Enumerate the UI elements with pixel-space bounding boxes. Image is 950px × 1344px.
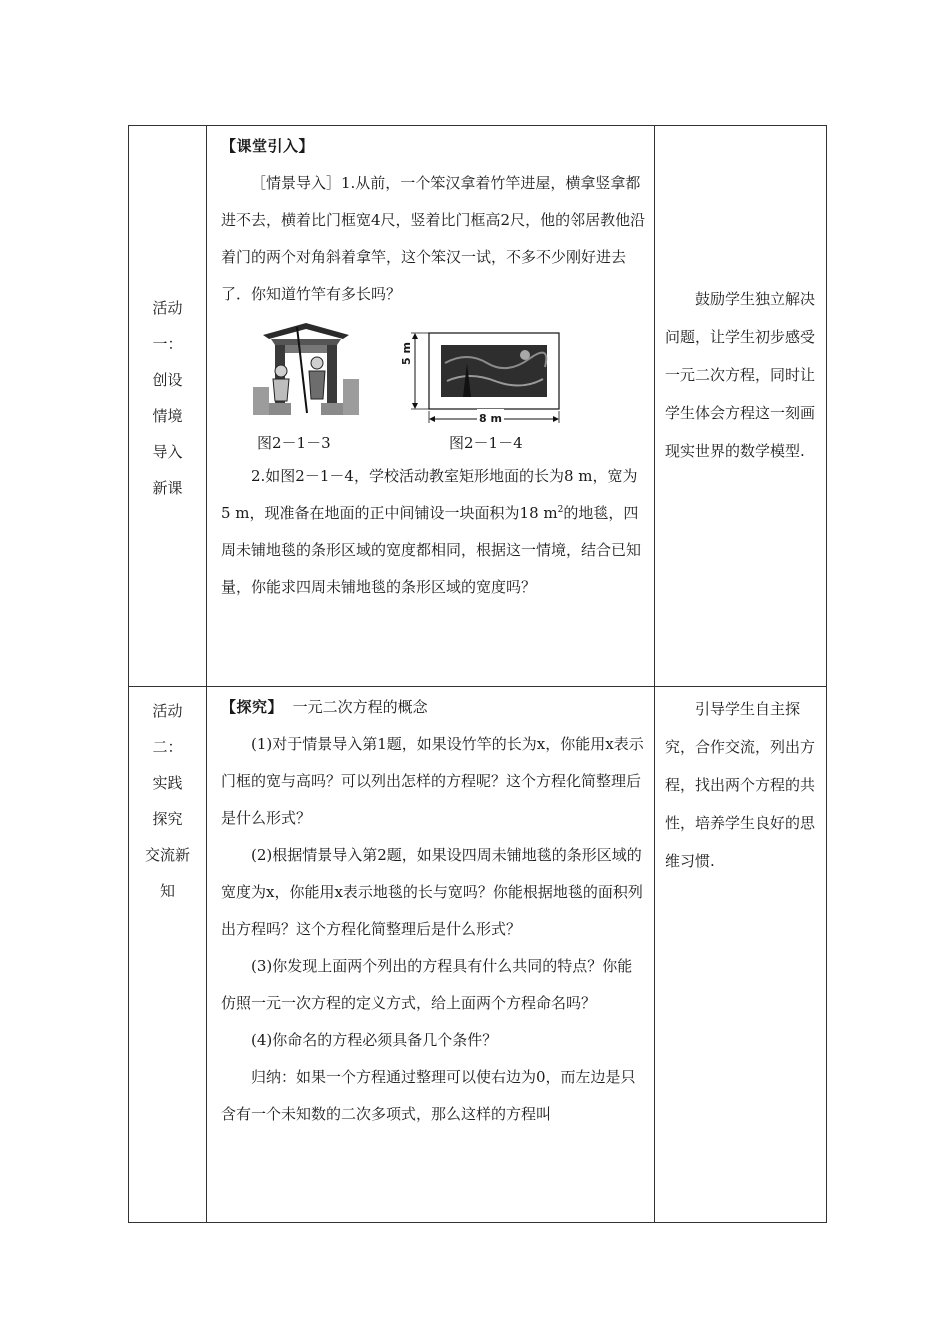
stage-line: 新课 [152,479,183,497]
scenario-paragraph-1: ［情景导入］1.从前，一个笨汉拿着竹竿进屋，横拿竖拿都进不去，横着比门框宽4尺，竖着比门框高2尺，他的邻居教他沿着门的两个对角斜着拿竿，这个笨汉一试，不多不少刚好进去了．你知道竹竿有多长吗？ [221,174,646,303]
scenario-paragraph-2-part-b: 的地毯，四周未铺地毯的条形区域的宽度都相同，根据这一情境，结合已知量，你能求四周未铺地毯的条形区域的宽度吗？ [221,504,642,596]
activity-2-note-cell [655,687,827,1223]
scenario-paragraph-2-part-a: 2.如图2－1－4，学校活动教室矩形地面的长为8 m，宽为5 m，现准备在地面的正中间铺设一块面积为18 m [221,467,638,522]
gate-pole-illustration [251,317,361,417]
activity-1-note-cell [655,126,827,687]
activity-1-row [129,126,827,687]
stage-line: 活动 [152,702,183,720]
activity-2-stage [129,687,206,909]
stage-line: 一： [152,335,183,353]
activity-2-stage-cell [129,687,207,1223]
stage-line: 导入 [152,443,183,461]
teaching-note: 引导学生自主探究，合作交流，列出方程，找出两个方程的共性，培养学生良好的思维习惯. [665,700,816,870]
stage-line: 创设 [152,371,183,389]
stage-line: 探究 [152,810,183,828]
activity-2-row [129,687,827,1223]
figure-caption-1: 图2－1－3 [257,434,331,452]
stage-line: 实践 [152,774,183,792]
stage-line: 活动 [152,299,183,317]
activity-1-content-cell [207,126,655,687]
section-title: 一元二次方程的概念 [292,698,428,716]
section-heading: 【探究】 [221,698,284,716]
stage-line: 交流新 [144,846,190,864]
scenario-paragraph-2 [221,458,646,606]
activity-2-content-cell [207,687,655,1223]
question-1: (1)对于情景导入第1题，如果设竹竿的长为x，你能用x表示门框的宽与高吗？可以列出怎样的方程呢？这个方程化简整理后是什么形式？ [221,735,644,827]
activity-1-stage [129,126,206,506]
section-heading: 【课堂引入】 [221,137,315,155]
stage-line: 情境 [152,407,183,425]
fig2-height-label: 5 m [400,342,413,365]
stage-line: 二： [152,738,183,756]
activity-1-stage-cell [129,126,207,687]
figures-area [221,313,646,458]
question-2: (2)根据情景导入第2题，如果设四周未铺地毯的条形区域的宽度为x，你能用x表示地毯的长与宽吗？你能根据地毯的面积列出方程吗？这个方程化简整理后是什么形式？ [221,846,643,938]
square-superscript: 2 [557,505,564,515]
question-4: (4)你命名的方程必须具备几个条件？ [251,1031,498,1049]
fig2-width-label: 8 m [477,409,504,429]
summary: 归纳：如果一个方程通过整理可以使右边为0，而左边是只含有一个未知数的二次多项式，那么这样的方程叫 [221,1068,636,1123]
figure-caption-2: 图2－1－4 [449,434,523,452]
stage-line: 知 [159,882,175,900]
section-heading-row [221,689,646,726]
teaching-note: 鼓励学生独立解决问题，让学生初步感受一元二次方程，同时让学生体会方程这一刻画现实世界的数学模型. [665,290,816,460]
lesson-plan-table [128,125,827,1223]
question-3: (3)你发现上面两个列出的方程具有什么共同的特点？你能仿照一元一次方程的定义方式，给上面两个方程命名吗？ [221,957,633,1012]
